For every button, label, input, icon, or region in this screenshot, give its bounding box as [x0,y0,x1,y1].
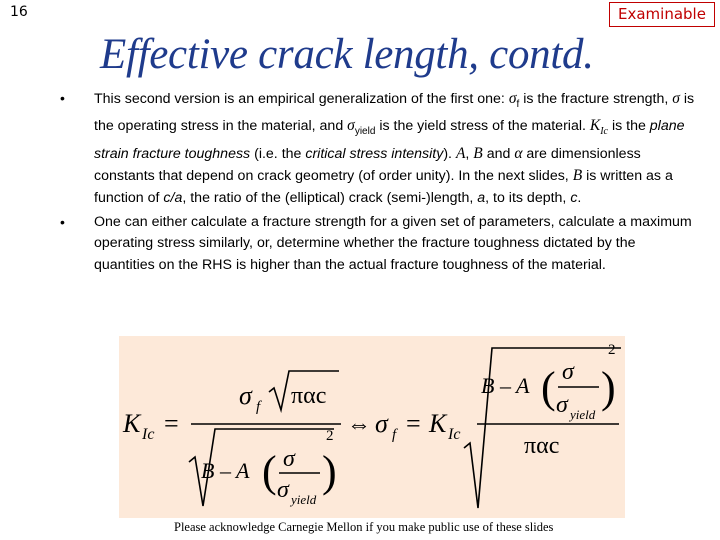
denominator: παc [524,433,560,459]
subscript: Ic [600,126,608,138]
sigma-symbol: σ [672,90,680,107]
b-minus-a: B – A [201,458,250,483]
examinable-badge: Examinable [609,2,715,27]
symbol-a-lower: a [477,190,486,207]
bullet-text: is the [608,118,650,135]
kic-sub: Ic [142,426,155,443]
ratio-text: c/a [163,190,183,207]
sigma-symbol: σ [347,117,355,135]
bullet-text: , the ratio of the (elliptical) crack (semi-)length, [182,190,478,207]
sigma: σ [277,477,289,503]
bullet-text: is the fracture strength, [519,91,673,107]
iff-arrow: ⇔ [347,412,371,438]
kic-k: K [123,409,141,438]
symbol-c-lower: c [570,190,578,207]
sub-f: f [392,427,397,443]
sub-yield: yield [570,407,596,422]
sigma-f: σ [375,409,388,438]
bullet-item-1 [60,88,700,210]
paren-right: ) [601,363,616,412]
subscript: f [516,98,520,110]
equals-sign: = [164,409,179,438]
exponent: 2 [326,428,334,444]
b-minus-a: B – A [481,373,530,398]
exponent: 2 [608,342,616,358]
sigma: σ [556,392,568,418]
bullet-text: is written as a function of [94,168,673,207]
sigma-f: σ [239,381,252,410]
slide-title: Effective crack length, contd. [100,31,594,78]
sub-yield: yield [291,492,317,507]
bullet-text: (i.e. the [250,145,306,162]
kic-k: K [429,409,447,438]
equals-sign: = [406,409,421,438]
sqrt-body: παc [291,383,327,409]
bullet-icon: • [60,90,65,106]
bullet-text: ). [443,145,456,162]
emphasis-text: critical stress intensity [305,145,444,162]
symbol-b: B [572,167,583,185]
bullet-text: and [482,145,515,162]
bullet-text: . [577,190,582,207]
kic-symbol: K [589,117,601,135]
bullet-list [60,88,700,278]
sub-f: f [256,399,261,415]
symbol-b: B [473,144,483,162]
footer-note: Please acknowledge Carnegie Mellon if you make public use of these slides [174,520,554,534]
paren-left: ( [541,363,556,412]
bullet-text: are dimensionless constants that depend on crack geometry (of order unity). In the next slides, [94,145,641,185]
symbol-a: A [455,144,466,162]
bullet-text: is the operating stress in the material, and [94,91,695,135]
formula-box [119,336,625,518]
bullet-text: , to its depth, [485,190,571,207]
emphasis-text: plane strain fracture toughness [94,118,685,162]
sigma: σ [283,446,295,472]
bullet-icon: • [60,213,65,230]
subscript: yield [354,126,376,138]
sigma: σ [562,359,574,385]
formula-svg [119,336,625,518]
slide-number: 16 [10,4,28,20]
sigma-symbol: σ [508,90,517,107]
bullet-text: This second version is an empirical generalization of the first one: [94,91,509,107]
bullet-text: is the yield stress of the material. [375,118,590,135]
paren-right: ) [322,447,337,496]
paren-left: ( [262,447,277,496]
bullet-text: , [465,145,474,162]
bullet-item-2 [60,212,700,277]
kic-sub: Ic [448,426,461,443]
bullet-text: One can either calculate a fracture strength for a given set of parameters, calculate a maximum operating stress similarly, or, determine whether the fracture toughness dictated by the quantities on the RHS is higher than the actual fracture toughness of the material. [94,213,692,273]
alpha-symbol: α [514,144,523,162]
